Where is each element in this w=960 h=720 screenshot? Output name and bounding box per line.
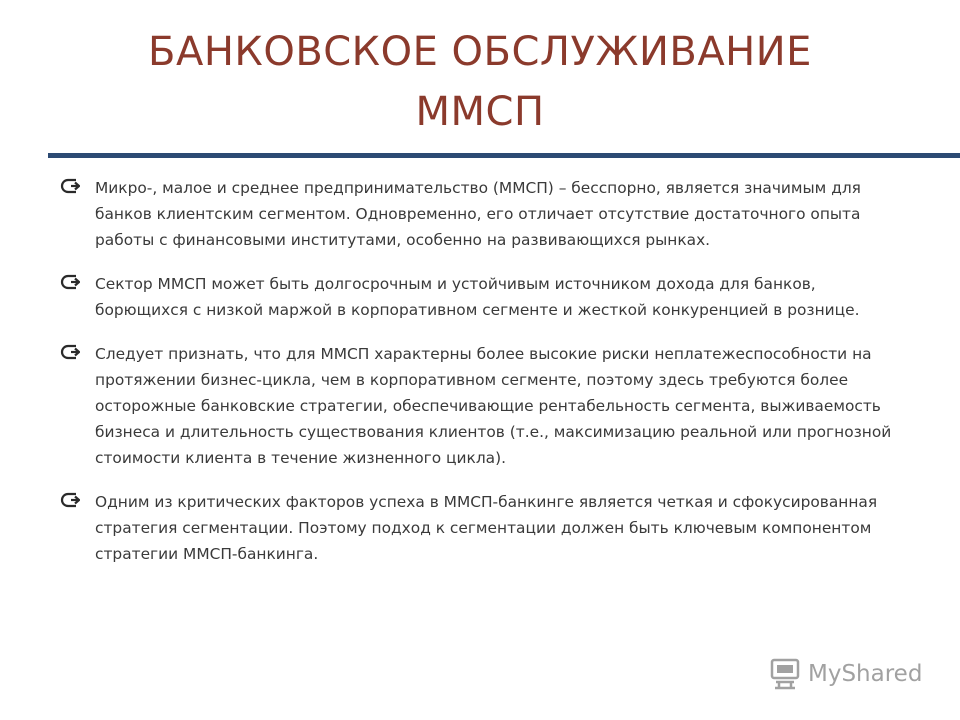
bullet-text: Сектор ММСП может быть долгосрочным и устойчивым источником дохода для банков, борющихся с низкой маржой в корпоративном сегменте и жесткой конкуренцией в рознице. xyxy=(95,275,860,319)
bullet-text: Микро-, малое и среднее предпринимательство (ММСП) – бесспорно, является значимым для банков клиентским сегментом. Одновременно, его отличает отсутствие достаточного опыта работы с финансовыми институтами, особенно на развивающихся рынках. xyxy=(95,179,861,249)
slide-title xyxy=(0,22,960,142)
bullet-text: Одним из критических факторов успеха в ММСП-банкинге является четкая и сфокусированная стратегия сегментации. Поэтому подход к сегментации должен быть ключевым компонентом стратегии ММСП-банкинга. xyxy=(95,493,878,563)
slide-title-line-2: ММСП xyxy=(415,89,545,135)
list-item xyxy=(60,341,910,471)
list-item xyxy=(60,271,910,323)
slide-title-line-1: БАНКОВСКОЕ ОБСЛУЖИВАНИЕ xyxy=(148,29,812,75)
curved-arrow-icon xyxy=(60,177,80,195)
title-divider xyxy=(48,153,960,158)
curved-arrow-icon xyxy=(60,491,80,509)
bullet-list xyxy=(60,175,910,585)
watermark xyxy=(768,656,922,692)
list-item xyxy=(60,489,910,567)
curved-arrow-icon xyxy=(60,273,80,291)
list-item xyxy=(60,175,910,253)
watermark-text: MyShared xyxy=(808,661,923,687)
bullet-text: Следует признать, что для ММСП характерны более высокие риски неплатежеспособности на протяжении бизнес-цикла, чем в корпоративном сегменте, поэтому здесь требуются более осторожные банковские стратегии, обеспечивающие рентабельность сегмента, выживаемость бизнеса и длительность существования клиентов (т.е., максимизацию реальной или прогнозной стоимости клиента в течение жизненного цикла). xyxy=(95,345,892,467)
curved-arrow-icon xyxy=(60,343,80,361)
mys-logo-icon xyxy=(768,657,802,691)
